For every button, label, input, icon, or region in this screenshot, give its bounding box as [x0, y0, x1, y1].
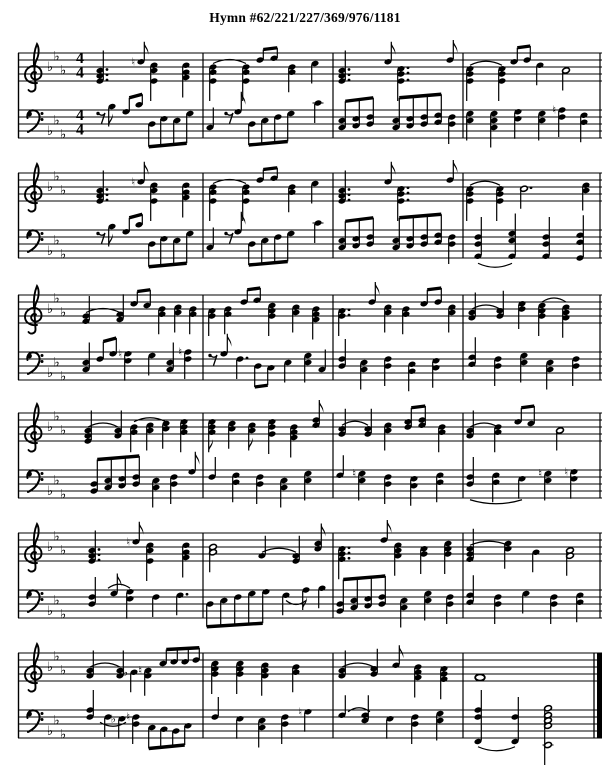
accidental-icon: ♮: [138, 664, 142, 677]
accidental-icon: ♮: [552, 103, 556, 117]
slur: [470, 61, 502, 65]
accidental-icon: ♮: [352, 467, 356, 480]
treble-clef-icon: [25, 44, 42, 92]
key-flat-icon: ♭: [47, 244, 54, 259]
key-flat-icon: ♭: [60, 183, 67, 199]
accidental-icon: ♮: [538, 467, 542, 480]
slur: [472, 305, 500, 309]
key-flat-icon: ♭: [60, 247, 67, 263]
key-flat-icon: ♭: [47, 366, 54, 381]
eighth-rest-icon: [211, 355, 217, 366]
page-title: Hymn #62/221/227/369/976/1181: [209, 10, 401, 25]
key-flat-icon: ♭: [47, 660, 54, 675]
treble-clef-icon: [25, 644, 42, 692]
key-flat-icon: ♭: [60, 369, 67, 385]
slur: [342, 663, 374, 667]
key-flat-icon: ♭: [60, 727, 67, 743]
key-flat-icon: ♭: [53, 233, 60, 249]
accidental-icon: ♮: [564, 465, 568, 479]
slur: [262, 548, 296, 552]
key-flat-icon: ♭: [47, 484, 54, 499]
key-flat-icon: ♭: [53, 409, 60, 425]
key-flat-icon: ♭: [47, 60, 54, 75]
key-flat-icon: ♭: [53, 713, 60, 729]
system-1: [18, 40, 602, 148]
key-flat-icon: ♭: [47, 724, 54, 739]
eighth-rest-icon: [227, 113, 233, 124]
system-3: [18, 282, 602, 391]
bass-clef-icon: [27, 110, 43, 132]
slur: [542, 298, 566, 302]
bass-clef-icon: [27, 590, 43, 612]
slur: [470, 541, 508, 545]
key-flat-icon: ♭: [53, 593, 60, 609]
accidental-icon: ♭: [110, 712, 116, 726]
key-flat-icon: ♭: [60, 543, 67, 559]
time-signature: 4: [76, 107, 84, 124]
key-flat-icon: ♭: [47, 124, 54, 139]
treble-clef-icon: [25, 164, 42, 212]
accidental-icon: ♮: [126, 710, 130, 724]
system-4: [18, 400, 602, 508]
slur: [470, 423, 498, 427]
bass-clef-icon: [27, 470, 43, 492]
accidental-icon: ♮: [131, 175, 135, 189]
bass-clef-icon: [27, 710, 43, 732]
key-flat-icon: ♭: [47, 420, 54, 435]
slur: [470, 181, 500, 185]
time-signature: 4: [76, 64, 84, 82]
treble-clef-icon: [25, 404, 42, 452]
slur: [88, 423, 118, 427]
slur: [470, 500, 522, 504]
key-flat-icon: ♭: [53, 529, 60, 545]
accidental-icon: ♮: [131, 55, 135, 69]
time-signature: 4: [76, 50, 84, 67]
slur: [478, 263, 512, 267]
time-signature: 4: [76, 121, 84, 139]
accidental-icon: ♮: [118, 347, 122, 361]
treble-clef-icon: [25, 524, 42, 572]
slur: [108, 584, 130, 588]
accidental-icon: ♮: [126, 535, 130, 549]
system-6: [18, 644, 602, 765]
key-flat-icon: ♭: [53, 49, 60, 65]
key-flat-icon: ♭: [47, 540, 54, 555]
accidental-icon: ♭: [122, 665, 128, 679]
eighth-rest-icon: [227, 233, 233, 244]
key-flat-icon: ♭: [53, 169, 60, 185]
bass-clef-icon: [27, 230, 43, 252]
system-2: [18, 160, 602, 267]
eighth-rest-icon: [99, 113, 105, 124]
key-flat-icon: ♭: [53, 355, 60, 371]
system-5: [18, 520, 602, 628]
key-flat-icon: ♭: [60, 607, 67, 623]
treble-clef-icon: [25, 286, 42, 334]
bass-clef-icon: [27, 352, 43, 374]
key-flat-icon: ♭: [47, 180, 54, 195]
key-flat-icon: ♭: [47, 302, 54, 317]
key-flat-icon: ♭: [53, 113, 60, 129]
key-flat-icon: ♭: [53, 291, 60, 307]
accidental-icon: ♮: [178, 345, 182, 359]
slur: [478, 747, 515, 751]
key-flat-icon: ♭: [53, 473, 60, 489]
accidental-icon: ♮: [298, 705, 302, 719]
key-flat-icon: ♭: [60, 423, 67, 439]
key-flat-icon: ♭: [60, 127, 67, 143]
key-flat-icon: ♭: [60, 663, 67, 679]
eighth-rest-icon: [99, 233, 105, 244]
key-flat-icon: ♭: [47, 604, 54, 619]
key-flat-icon: ♭: [60, 487, 67, 503]
key-flat-icon: ♭: [60, 305, 67, 321]
slur: [90, 663, 120, 667]
key-flat-icon: ♭: [53, 649, 60, 665]
key-flat-icon: ♭: [60, 63, 67, 79]
